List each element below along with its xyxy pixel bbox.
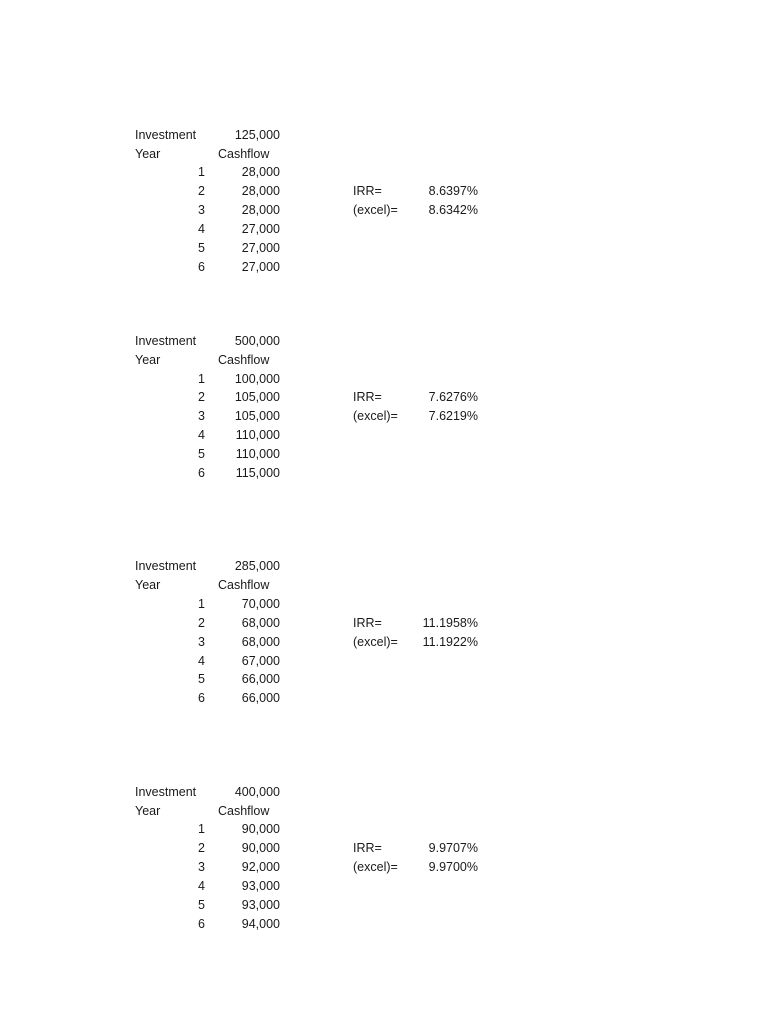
cashflow-row <box>0 633 768 652</box>
investment-value: 500,000 <box>234 334 280 348</box>
irr-value: 7.6276% <box>428 390 478 404</box>
cashflow-cell: 93,000 <box>241 879 280 893</box>
year-cell: 6 <box>198 466 205 480</box>
cashflow-row <box>0 388 768 407</box>
excel-irr-label: (excel)= <box>353 860 398 874</box>
cashflow-row <box>0 258 768 277</box>
year-cell: 2 <box>198 390 205 404</box>
cashflow-header: Cashflow <box>218 147 270 161</box>
excel-irr-value: 11.1922% <box>422 635 478 649</box>
irr-label: IRR= <box>353 841 382 855</box>
cashflow-row <box>0 201 768 220</box>
excel-irr-value: 9.9700% <box>428 860 478 874</box>
year-cell: 6 <box>198 917 205 931</box>
year-cell: 4 <box>198 879 205 893</box>
year-cell: 6 <box>198 691 205 705</box>
cashflow-row <box>0 182 768 201</box>
year-header: Year <box>135 147 161 161</box>
investment-label: Investment <box>135 559 197 573</box>
year-cell: 1 <box>198 597 205 611</box>
header-row <box>0 802 768 821</box>
year-header: Year <box>135 804 161 818</box>
cashflow-cell: 27,000 <box>241 222 280 236</box>
header-row <box>0 576 768 595</box>
cashflow-row <box>0 670 768 689</box>
cashflow-cell: 70,000 <box>241 597 280 611</box>
investment-label: Investment <box>135 334 197 348</box>
year-cell: 2 <box>198 616 205 630</box>
irr-value: 8.6397% <box>428 184 478 198</box>
cashflow-row <box>0 239 768 258</box>
irr-value: 11.1958% <box>422 616 478 630</box>
year-cell: 5 <box>198 447 205 461</box>
irr-value: 9.9707% <box>428 841 478 855</box>
cashflow-row <box>0 877 768 896</box>
year-cell: 5 <box>198 672 205 686</box>
cashflow-cell: 90,000 <box>241 841 280 855</box>
investment-value: 285,000 <box>234 559 280 573</box>
cashflow-cell: 110,000 <box>235 447 280 461</box>
year-cell: 3 <box>198 409 205 423</box>
year-cell: 2 <box>198 841 205 855</box>
cashflow-row <box>0 370 768 389</box>
excel-irr-value: 8.6342% <box>428 203 478 217</box>
year-cell: 1 <box>198 165 205 179</box>
cashflow-cell: 67,000 <box>241 654 280 668</box>
year-cell: 4 <box>198 222 205 236</box>
cashflow-row <box>0 445 768 464</box>
header-row <box>0 145 768 164</box>
excel-irr-label: (excel)= <box>353 203 398 217</box>
cashflow-row <box>0 652 768 671</box>
cashflow-row <box>0 689 768 708</box>
year-header: Year <box>135 353 161 367</box>
cashflow-row <box>0 595 768 614</box>
cashflow-cell: 90,000 <box>241 822 280 836</box>
cashflow-cell: 105,000 <box>234 409 280 423</box>
cashflow-cell: 105,000 <box>234 390 280 404</box>
cashflow-cell: 66,000 <box>241 691 280 705</box>
cashflow-cell: 66,000 <box>241 672 280 686</box>
cashflow-row <box>0 426 768 445</box>
year-cell: 1 <box>198 372 205 386</box>
year-cell: 4 <box>198 428 205 442</box>
cashflow-row <box>0 407 768 426</box>
year-cell: 5 <box>198 241 205 255</box>
header-row <box>0 351 768 370</box>
cashflow-row <box>0 163 768 182</box>
cashflow-cell: 100,000 <box>234 372 280 386</box>
cashflow-cell: 92,000 <box>241 860 280 874</box>
year-cell: 5 <box>198 898 205 912</box>
cashflow-cell: 27,000 <box>241 241 280 255</box>
cashflow-row <box>0 614 768 633</box>
cashflow-cell: 28,000 <box>241 184 280 198</box>
cashflow-cell: 28,000 <box>241 203 280 217</box>
cashflow-cell: 94,000 <box>241 917 280 931</box>
cashflow-header: Cashflow <box>218 353 270 367</box>
excel-irr-label: (excel)= <box>353 409 398 423</box>
cashflow-header: Cashflow <box>218 578 270 592</box>
investment-row <box>0 783 768 802</box>
investment-row <box>0 332 768 351</box>
excel-irr-value: 7.6219% <box>428 409 478 423</box>
cashflow-row <box>0 820 768 839</box>
cashflow-cell: 115,000 <box>235 466 280 480</box>
cashflow-cell: 27,000 <box>241 260 280 274</box>
cashflow-cell: 93,000 <box>241 898 280 912</box>
investment-value: 400,000 <box>234 785 280 799</box>
irr-label: IRR= <box>353 184 382 198</box>
cashflow-row <box>0 896 768 915</box>
investment-label: Investment <box>135 128 197 142</box>
irr-label: IRR= <box>353 390 382 404</box>
investment-label: Investment <box>135 785 197 799</box>
year-cell: 6 <box>198 260 205 274</box>
year-cell: 4 <box>198 654 205 668</box>
investment-row <box>0 557 768 576</box>
cashflow-cell: 68,000 <box>241 635 280 649</box>
investment-row <box>0 126 768 145</box>
excel-irr-label: (excel)= <box>353 635 398 649</box>
cashflow-row <box>0 839 768 858</box>
cashflow-row <box>0 220 768 239</box>
year-cell: 2 <box>198 184 205 198</box>
year-cell: 3 <box>198 203 205 217</box>
cashflow-row <box>0 858 768 877</box>
year-header: Year <box>135 578 161 592</box>
cashflow-row <box>0 464 768 483</box>
cashflow-cell: 28,000 <box>241 165 280 179</box>
cashflow-header: Cashflow <box>218 804 270 818</box>
cashflow-cell: 110,000 <box>235 428 280 442</box>
year-cell: 3 <box>198 860 205 874</box>
irr-label: IRR= <box>353 616 382 630</box>
investment-value: 125,000 <box>234 128 280 142</box>
year-cell: 1 <box>198 822 205 836</box>
cashflow-cell: 68,000 <box>241 616 280 630</box>
year-cell: 3 <box>198 635 205 649</box>
cashflow-row <box>0 915 768 934</box>
